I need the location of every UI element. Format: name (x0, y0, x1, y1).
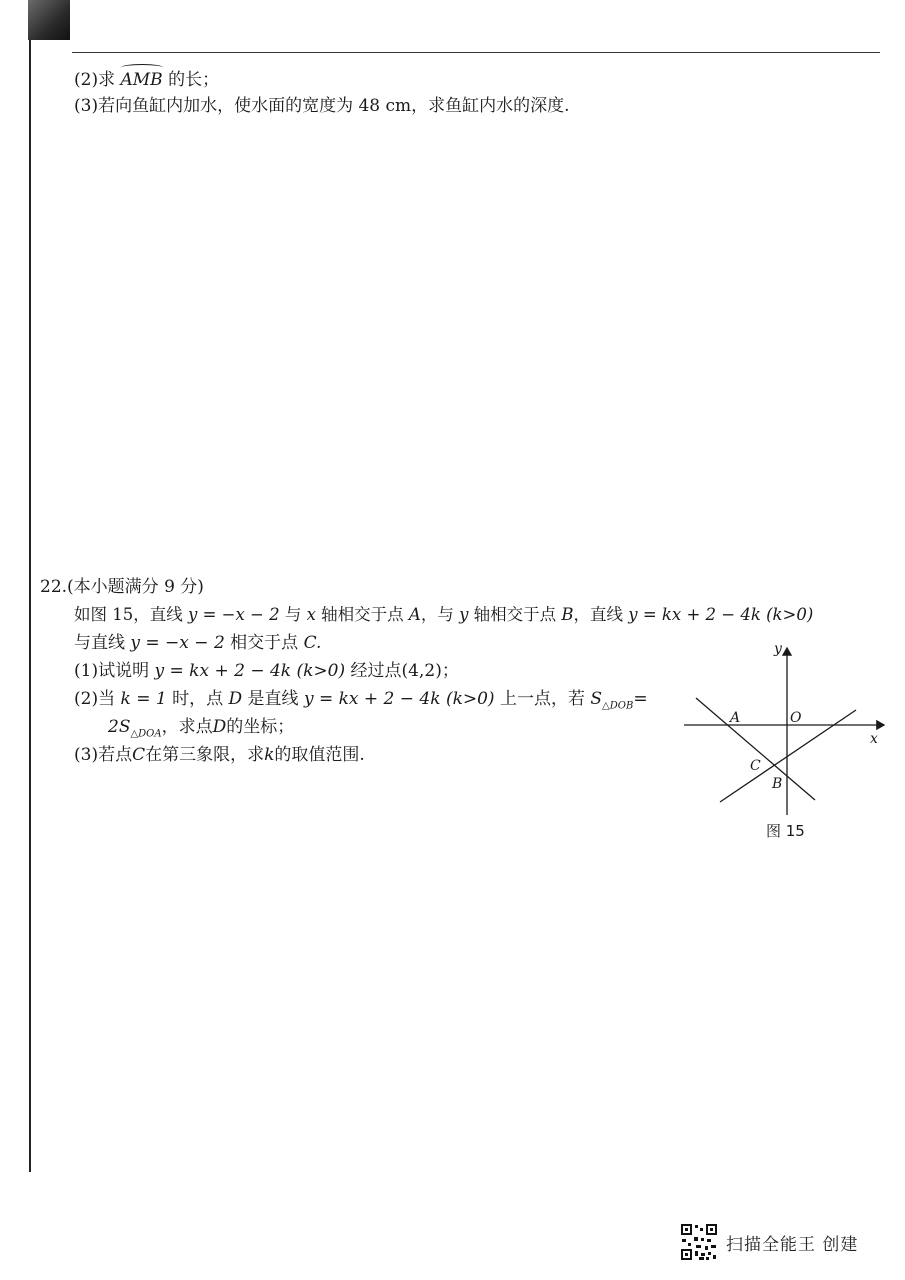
arc-amb: AMB (121, 66, 163, 92)
figure-15-graph (682, 640, 892, 820)
q22-part2-line2: $2S_{\triangle DOA}$，求点D的坐标； (108, 717, 295, 740)
q21-part2: (2)求 AMB 的长； (74, 66, 219, 92)
q22-intro-line2: 与直线 y = −x − 2 相交于点 C. (74, 633, 322, 653)
line-kx-plus-2-minus-4k (720, 710, 856, 802)
q22-part2-line1: (2)当 k = 1 时，点 D 是直线 y = kx + 2 − 4k (k>0) 上一点，若 $S_{\triangle DOB}=$ (74, 689, 648, 712)
label-point-o: O (790, 710, 802, 726)
q22-intro-line1: 如图 15，直线 y = −x − 2 与 x 轴相交于点 A，与 y 轴相交于点 B，直线 y = kx + 2 − 4k (k>0) (74, 605, 814, 624)
figure-15 (682, 640, 892, 840)
label-point-c: C (750, 758, 761, 774)
figure-caption: 图 15 (766, 822, 805, 840)
top-border-line (72, 52, 880, 53)
q22-header: 22.(本小题满分 9 分) (40, 577, 204, 597)
label-y-axis: y (774, 641, 782, 657)
label-x-axis: x (870, 731, 878, 747)
footer-watermark (680, 1222, 858, 1262)
qr-code-icon (680, 1223, 718, 1261)
label-point-b: B (772, 776, 783, 792)
q22-part1: (1)试说明 y = kx + 2 − 4k (k>0) 经过点(4,2)； (74, 661, 459, 681)
q22-part3: (3)若点C在第三象限，求k的取值范围. (74, 745, 365, 765)
footer-brand-text: 扫描全能王 创建 (726, 1234, 859, 1255)
label-point-a: A (730, 710, 741, 726)
q21-part3: (3)若向鱼缸内加水，使水面的宽度为 48 cm，求鱼缸内水的深度. (74, 96, 570, 116)
left-border-line (29, 40, 31, 1172)
corner-registration-mark (28, 0, 70, 40)
